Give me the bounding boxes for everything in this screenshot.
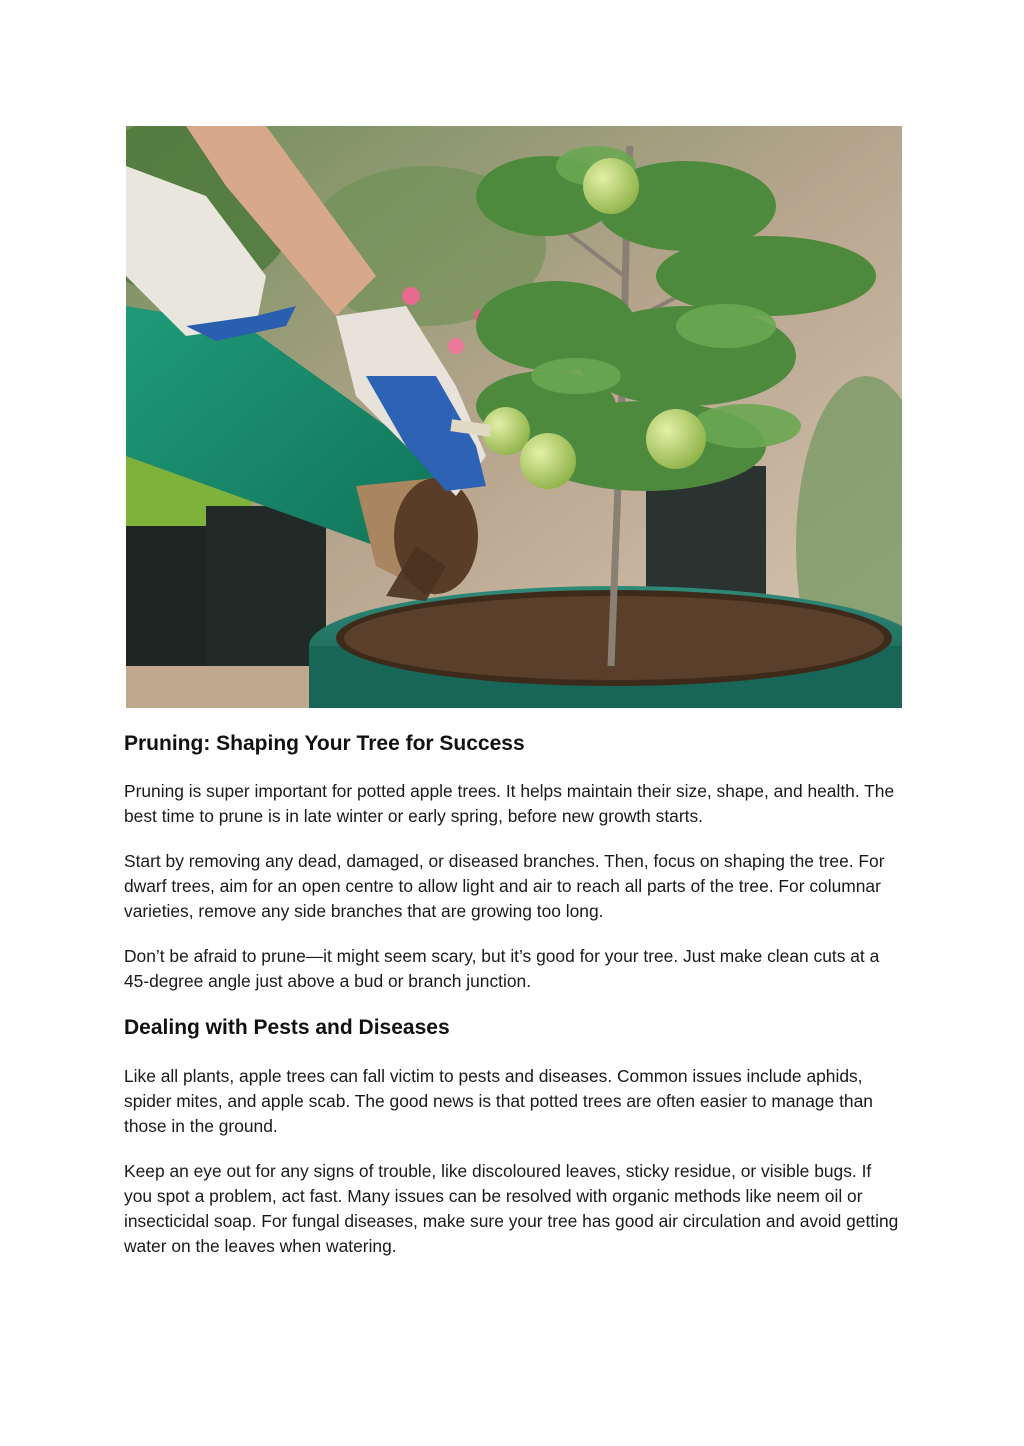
paragraph: Don’t be afraid to prune—it might seem scary, but it’s good for your tree. Just make clean cuts at a 45-degree angle just above a bud or branch junction.: [124, 946, 880, 992]
paragraph: Like all plants, apple trees can fall victim to pests and diseases. Common issues include aphids, spider mites, and apple scab. The good news is that potted trees are often easier to manage than those in the ground.: [124, 1065, 873, 1136]
section-heading: Dealing with Pests and Diseases: [124, 1016, 450, 1040]
paragraph: Keep an eye out for any signs of trouble, like discoloured leaves, sticky residue, or visible bugs. If you spot a problem, act fast. Many issues can be resolved with organic methods like neem oil or insecticidal soap. For fungal diseases, make sure your tree has good air circulation and avoid getting water on the leaves when watering.: [124, 1160, 899, 1256]
section-heading: Pruning: Shaping Your Tree for Success: [124, 732, 525, 755]
paragraph: Start by removing any dead, damaged, or diseased branches. Then, focus on shaping the tree. For dwarf trees, aim for an open centre to allow light and air to reach all parts of the tree. For columnar varieties, remove any side branches that are growing too long.: [124, 851, 885, 922]
paragraph: Pruning is super important for potted apple trees. It helps maintain their size, shape, and health. The best time to prune is in late winter or early spring, before new growth starts.: [124, 781, 895, 827]
pruning-section: [124, 730, 904, 994]
article-content: [124, 730, 904, 1279]
pests-diseases-section: [124, 1014, 904, 1258]
apple-tree-planting-photo: [126, 126, 902, 708]
